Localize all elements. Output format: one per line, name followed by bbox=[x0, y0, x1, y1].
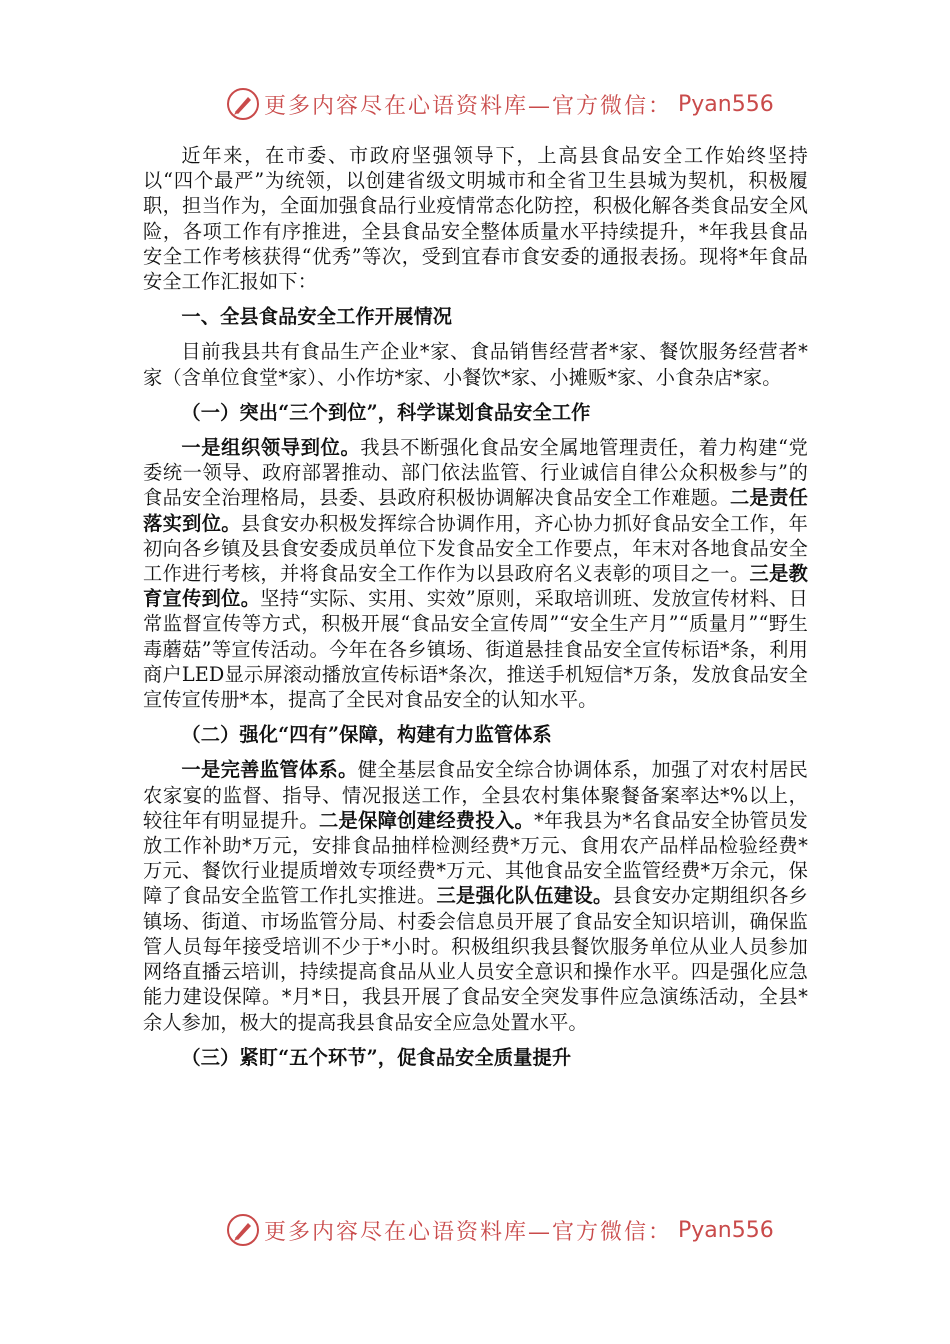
wechat-id: Pyan556 bbox=[678, 91, 774, 117]
point-label: 二是责任落实到位。 bbox=[143, 486, 809, 535]
point-label: 一是完善监管体系。 bbox=[181, 758, 358, 782]
wechat-id: Pyan556 bbox=[678, 1217, 774, 1243]
point-text: 我县不断强化食品安全属地管理责任，着力构建“党委统一领导、政府部署推动、部门依法监管、行业诚信自律公众积极参与”的食品安全治理格局，县委、县政府积极协调解决食品安全工作难题。 bbox=[143, 436, 808, 510]
point-text: 县食安办定期组织各乡镇场、街道、市场监管分局、村委会信息员开展了食品安全知识培训，确保监管人员每年接受培训不少于*小时。积极组织我县餐饮服务单位从业人员参加网络直播云培训，持续提高食品从业人员安全意识和操作水平。四是强化应急能力建设保障。*月*日，我县开展了食品安全突发事件应急演练活动，全县*余人参加，极大的提高我县食品安全应急处置水平。 bbox=[143, 884, 809, 1034]
intro-paragraph: 近年来，在市委、市政府坚强领导下，上高县食品安全工作始终坚持以“四个最严”为统领，以创建省级文明城市和全省卫生县城为契机，积极履职，担当作为，全面加强食品行业疫情常态化防控，积极化解各类食品安全风险，各项工作有序推进，全县食品安全整体质量水平持续提升，*年我县食品安全工作考核获得“优秀”等次，受到宜春市食安委的通报表扬。现将*年食品安全工作汇报如下： bbox=[143, 144, 808, 294]
point-text: *年我县为*名食品安全协管员发放工作补助*万元，安排食品抽样检测经费*万元、食用农产品样品检验经费*万元、餐饮行业提质增效专项经费*万元、其他食品安全监管经费*万余元，保障了食品安全监管工作扎实推进。 bbox=[143, 808, 808, 908]
document-body bbox=[143, 143, 808, 1080]
subsection1-paragraph bbox=[143, 435, 808, 712]
pen-logo-icon bbox=[226, 87, 260, 121]
subsection-heading-1: （一）突出“三个到位”，科学谋划食品安全工作 bbox=[181, 400, 591, 424]
section-heading-1: 一、全县食品安全工作开展情况 bbox=[181, 305, 453, 329]
point-label: 三是教育宣传到位。 bbox=[143, 562, 808, 611]
point-label: 三是强化队伍建设。 bbox=[436, 884, 613, 908]
watermark-banner-bottom[interactable] bbox=[226, 1210, 774, 1250]
subsection-heading-2: （二）强化“四有”保障，构建有力监管体系 bbox=[181, 723, 552, 747]
watermark-text: 更多内容尽在心语资料库—官方微信： bbox=[264, 1219, 673, 1245]
subsection-heading-3: （三）紧盯“五个环节”，促食品安全质量提升 bbox=[181, 1045, 572, 1069]
point-text: 健全基层食品安全综合协调体系，加强了对农村居民农家宴的监督、指导、情况报送工作，全县农村集体聚餐备案率达*%以上，较往年有明显提升。 bbox=[143, 758, 808, 832]
point-label: 一是组织领导到位。 bbox=[181, 436, 361, 460]
point-label: 二是保障创建经费投入。 bbox=[319, 808, 535, 832]
point-text: 县食安办积极发挥综合协调作用，齐心协力抓好食品安全工作，年初向各乡镇及县食安委成员单位下发食品安全工作要点，年末对各地食品安全工作进行考核，并将食品安全工作作为以县政府名义表彰的项目之一。 bbox=[143, 511, 808, 586]
subsection2-paragraph bbox=[143, 757, 808, 1034]
pen-logo-icon bbox=[226, 1213, 260, 1247]
watermark-text: 更多内容尽在心语资料库—官方微信： bbox=[264, 93, 673, 119]
watermark-banner-top[interactable] bbox=[226, 84, 774, 124]
section1-paragraph: 目前我县共有食品生产企业*家、食品销售经营者*家、餐饮服务经营者*家（含单位食堂*家）、小作坊*家、小餐饮*家、小摊贩*家、小食杂店*家。 bbox=[143, 340, 808, 389]
point-text: 坚持“实际、实用、实效”原则，采取培训班、发放宣传材料、日常监督宣传等方式，积极开展“食品安全宣传周”“安全生产月”“质量月”“野生毒蘑菇”等宣传活动。今年在各乡镇场、街道悬挂食品安全宣传标语*条，利用商户LED显示屏滚动播放宣传标语*条次，推送手机短信*万条，发放食品安全宣传宣传册*本，提高了全民对食品安全的认知水平。 bbox=[143, 587, 808, 712]
